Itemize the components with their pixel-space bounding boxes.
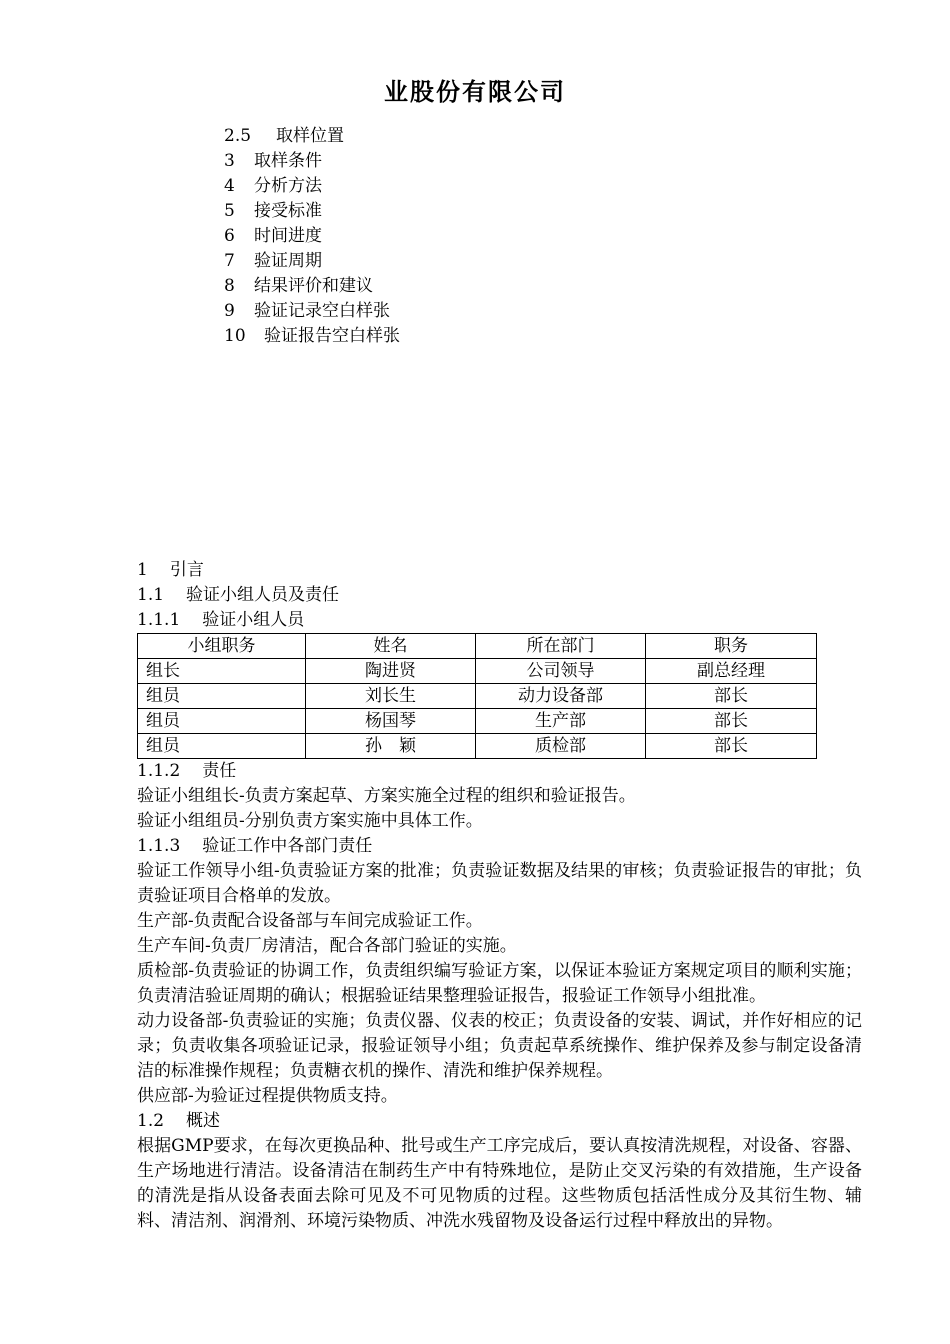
table-cell: 动力设备部 — [476, 684, 646, 709]
table-header-row — [138, 634, 817, 659]
toc-number: 6 — [224, 226, 235, 246]
toc-item — [224, 249, 400, 274]
table-cell: 副总经理 — [646, 659, 817, 684]
toc-label: 验证周期 — [254, 251, 322, 271]
toc-item — [224, 199, 400, 224]
paragraph: 生产车间-负责厂房清洁，配合各部门验证的实施。 — [137, 936, 517, 956]
table-cell: 陶进贤 — [306, 659, 476, 684]
table-cell: 生产部 — [476, 709, 646, 734]
toc-item — [224, 149, 400, 174]
table-cell: 刘长生 — [306, 684, 476, 709]
table-cell: 组员 — [138, 709, 306, 734]
section-heading: 1.1.2 责任 — [137, 761, 237, 781]
section-heading: 1.1 验证小组人员及责任 — [137, 585, 340, 605]
table-cell: 组员 — [138, 684, 306, 709]
table-of-contents — [224, 124, 400, 349]
table-header-cell: 所在部门 — [476, 634, 646, 659]
paragraph: 验证工作领导小组-负责验证方案的批准；负责验证数据及结果的审核；负责验证报告的审批；负责验证项目合格单的发放。 — [137, 861, 862, 906]
company-header: 业股份有限公司 — [384, 78, 566, 106]
table-row — [138, 659, 817, 684]
section-heading: 1.2 概述 — [137, 1111, 221, 1131]
toc-number: 4 — [224, 176, 235, 196]
toc-item — [224, 324, 400, 349]
table-header-cell: 小组职务 — [138, 634, 306, 659]
toc-item — [224, 224, 400, 249]
paragraph: 根据GMP要求，在每次更换品种、批号或生产工序完成后，要认真按清洗规程，对设备、容器、生产场地进行清洁。设备清洁在制药生产中有特殊地位，是防止交叉污染的有效措施，生产设备的清洗是指从设备表面去除可见及不可见物质的过程。这些物质包括活性成分及其衍生物、辅料、清洁剂、润滑剂、环境污染物质、冲洗水残留物及设备运行过程中释放出的异物。 — [137, 1136, 862, 1231]
table-row — [138, 709, 817, 734]
table-row — [138, 684, 817, 709]
paragraph: 供应部-为验证过程提供物质支持。 — [137, 1086, 398, 1106]
table-cell: 杨国琴 — [306, 709, 476, 734]
section-heading: 1.1.3 验证工作中各部门责任 — [137, 836, 373, 856]
toc-label: 时间进度 — [254, 226, 322, 246]
toc-item — [224, 174, 400, 199]
table-cell: 部长 — [646, 709, 817, 734]
table-header-cell: 职务 — [646, 634, 817, 659]
paragraph: 动力设备部-负责验证的实施；负责仪器、仪表的校正；负责设备的安装、调试，并作好相应的记录；负责收集各项验证记录，报验证领导小组；负责起草系统操作、维护保养及参与制定设备清洁的标准操作规程；负责糖衣机的操作、清洗和维护保养规程。 — [137, 1011, 862, 1081]
table-row — [138, 734, 817, 759]
toc-number: 9 — [224, 301, 235, 321]
toc-item — [224, 124, 400, 149]
toc-label: 验证记录空白样张 — [254, 301, 390, 321]
staff-table — [137, 633, 817, 759]
toc-label: 结果评价和建议 — [254, 276, 373, 296]
toc-number: 8 — [224, 276, 235, 296]
table-cell: 组长 — [138, 659, 306, 684]
section-heading: 1.1.1 验证小组人员 — [137, 610, 305, 630]
toc-number: 10 — [224, 326, 246, 346]
toc-number: 3 — [224, 151, 235, 171]
toc-item — [224, 274, 400, 299]
paragraph: 生产部-负责配合设备部与车间完成验证工作。 — [137, 911, 483, 931]
toc-item — [224, 299, 400, 324]
toc-number: 7 — [224, 251, 235, 271]
table-cell: 组员 — [138, 734, 306, 759]
paragraph: 验证小组组长-负责方案起草、方案实施全过程的组织和验证报告。 — [137, 786, 636, 806]
toc-label: 验证报告空白样张 — [264, 326, 400, 346]
table-cell: 质检部 — [476, 734, 646, 759]
section-heading: 1 引言 — [137, 560, 204, 580]
toc-number: 2.5 — [224, 126, 252, 146]
toc-number: 5 — [224, 201, 235, 221]
toc-label: 分析方法 — [254, 176, 322, 196]
toc-label: 取样位置 — [276, 126, 344, 146]
table-cell: 孙 颖 — [306, 734, 476, 759]
table-cell: 部长 — [646, 684, 817, 709]
table-cell: 公司领导 — [476, 659, 646, 684]
toc-label: 取样条件 — [254, 151, 322, 171]
paragraph: 验证小组组员-分别负责方案实施中具体工作。 — [137, 811, 483, 831]
document-body — [137, 558, 862, 1234]
table-cell: 部长 — [646, 734, 817, 759]
paragraph: 质检部-负责验证的协调工作，负责组织编写验证方案，以保证本验证方案规定项目的顺利实施；负责清洁验证周期的确认；根据验证结果整理验证报告，报验证工作领导小组批准。 — [137, 961, 862, 1006]
table-header-cell: 姓名 — [306, 634, 476, 659]
toc-label: 接受标准 — [254, 201, 322, 221]
